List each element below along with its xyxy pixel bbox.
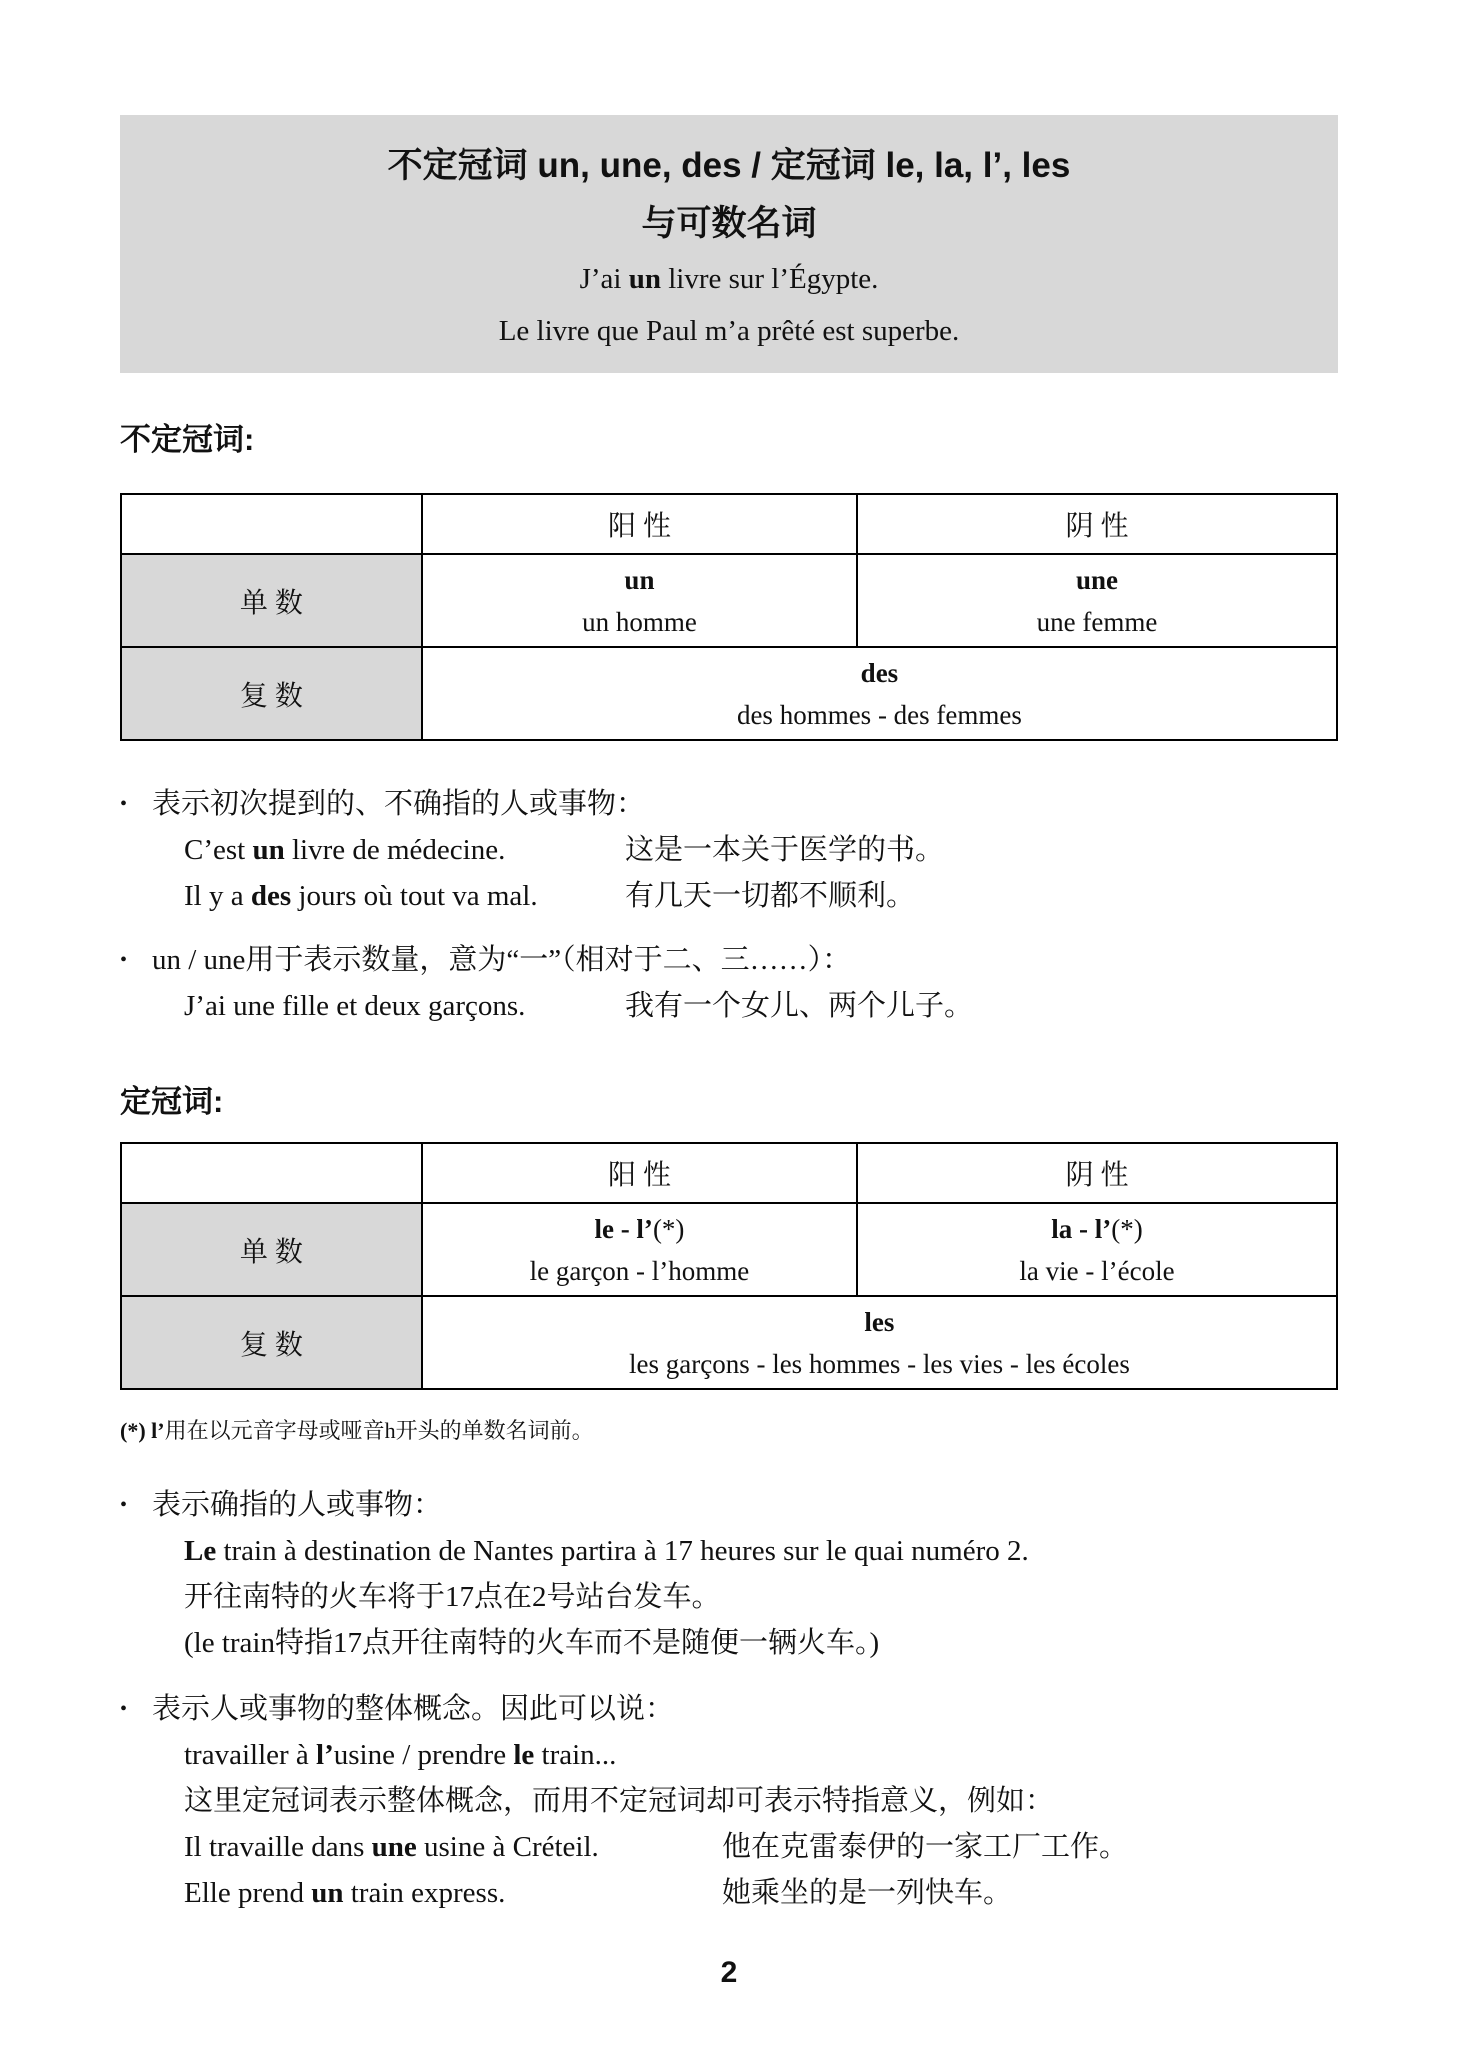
bullet-heading: 表示初次提到的、不确指的人或事物： [152, 788, 646, 820]
example-chinese: 她乘坐的是一列快车。 [722, 1877, 1013, 1909]
column-header-feminine: 阴 性 [857, 494, 1337, 554]
bullet-heading: 表示确指的人或事物： [152, 1489, 443, 1521]
chapter-header-block [120, 115, 1338, 373]
example-chinese: 他在克雷泰伊的一家工厂工作。 [722, 1831, 1129, 1863]
table-row-singular [121, 1203, 1337, 1296]
row-label-plural: 复 数 [121, 1296, 422, 1389]
bullet-icon: • [120, 949, 128, 971]
example-chinese: 这里定冠词表示整体概念，而用不定冠词却可表示特指意义，例如： [184, 1785, 1055, 1817]
example-text: le garçon - l’homme [529, 1256, 750, 1286]
example-french: J’ai une fille et deux garçons. [184, 990, 526, 1022]
example-pair [120, 873, 1338, 919]
example-pair [120, 983, 1338, 1029]
article-text: des [860, 658, 899, 688]
bullet-heading: un / une用于表示数量，意为“一”（相对于二、三……）： [152, 944, 852, 976]
definite-article-table [120, 1142, 1338, 1390]
bullet-item-general-concept [120, 1686, 1338, 1732]
bullet-item-unspecified-things [120, 781, 1338, 827]
example-french: Elle prend un train express. [184, 1877, 506, 1909]
article-text: une [1076, 565, 1119, 595]
example-pair [120, 1870, 1338, 1916]
bullet-icon: • [120, 1698, 128, 1720]
page-content [120, 0, 1338, 1990]
cell-plural [422, 1296, 1337, 1389]
column-header-masculine: 阳 性 [422, 494, 857, 554]
cell-singular-masculine [422, 1203, 857, 1296]
example-french: travailler à l’usine / prendre le train... [184, 1739, 617, 1771]
example-french: Le train à destination de Nantes partira à 17 heures sur le quai numéro 2. [184, 1535, 1029, 1567]
example-chinese: 这是一本关于医学的书。 [625, 834, 945, 866]
table-corner-cell [121, 494, 422, 554]
cell-plural [422, 647, 1337, 740]
example-french: C’est un livre de médecine. [184, 834, 506, 866]
row-label-singular: 单 数 [121, 1203, 422, 1296]
column-header-masculine: 阳 性 [422, 1143, 857, 1203]
article-text: les [864, 1307, 895, 1337]
table-header-row [121, 1143, 1337, 1203]
table-corner-cell [121, 1143, 422, 1203]
bullet-item-specified-things [120, 1482, 1338, 1528]
article-text: le - l’(*) [594, 1214, 685, 1244]
row-label-plural: 复 数 [121, 647, 422, 740]
bullet-icon: • [120, 793, 128, 815]
cell-singular-feminine [857, 1203, 1337, 1296]
chapter-title-line2: 与可数名词 [641, 204, 817, 243]
example-text: la vie - l’école [1019, 1256, 1175, 1286]
example-chinese: 我有一个女儿、两个儿子。 [625, 990, 974, 1022]
table-row-singular [121, 554, 1337, 647]
example-pair [120, 827, 1338, 873]
example-text: des hommes - des femmes [736, 700, 1022, 730]
example-text: les garçons - les hommes - les vies - les écoles [629, 1349, 1130, 1379]
table-header-row [121, 494, 1337, 554]
example-chinese: 有几天一切都不顺利。 [625, 880, 916, 912]
example-note-line [120, 1620, 1338, 1666]
indefinite-article-table [120, 493, 1338, 741]
bullet-icon: • [120, 1494, 128, 1516]
cell-singular-feminine [857, 554, 1337, 647]
cell-singular-masculine [422, 554, 857, 647]
example-text: un homme [582, 607, 697, 637]
article-text: un [624, 565, 655, 595]
example-french: Il y a des jours où tout va mal. [184, 880, 538, 912]
table-row-plural [121, 1296, 1337, 1389]
bullet-item-quantity-one [120, 937, 1338, 983]
chapter-example-sentence-2: Le livre que Paul m’a prêté est superbe. [498, 315, 960, 347]
example-chinese-line [120, 1574, 1338, 1620]
example-note: (le train特指17点开往南特的火车而不是随便一辆火车。) [184, 1627, 880, 1659]
example-chinese-line [120, 1778, 1338, 1824]
example-french: Il travaille dans une usine à Créteil. [184, 1831, 599, 1863]
column-header-feminine: 阴 性 [857, 1143, 1337, 1203]
page-number: 2 [720, 1956, 738, 1989]
chapter-example-sentence-1: J’ai un livre sur l’Égypte. [579, 263, 879, 295]
table-row-plural [121, 647, 1337, 740]
bullet-heading: 表示人或事物的整体概念。因此可以说： [152, 1693, 675, 1725]
example-french-line [120, 1528, 1338, 1574]
example-pair [120, 1824, 1338, 1870]
example-chinese: 开往南特的火车将于17点在2号站台发车。 [184, 1581, 721, 1613]
chapter-title-line1: 不定冠词 un, une, des / 定冠词 le, la, l’, les [387, 146, 1071, 185]
example-french-line [120, 1732, 1338, 1778]
example-text: une femme [1036, 607, 1158, 637]
table-footnote: (*) l’用在以元音字母或哑音h开头的单数名词前。 [120, 1418, 594, 1443]
section-heading-definite: 定冠词: [120, 1084, 224, 1119]
row-label-singular: 单 数 [121, 554, 422, 647]
section-heading-indefinite: 不定冠词: [120, 422, 255, 457]
article-text: la - l’(*) [1051, 1214, 1143, 1244]
